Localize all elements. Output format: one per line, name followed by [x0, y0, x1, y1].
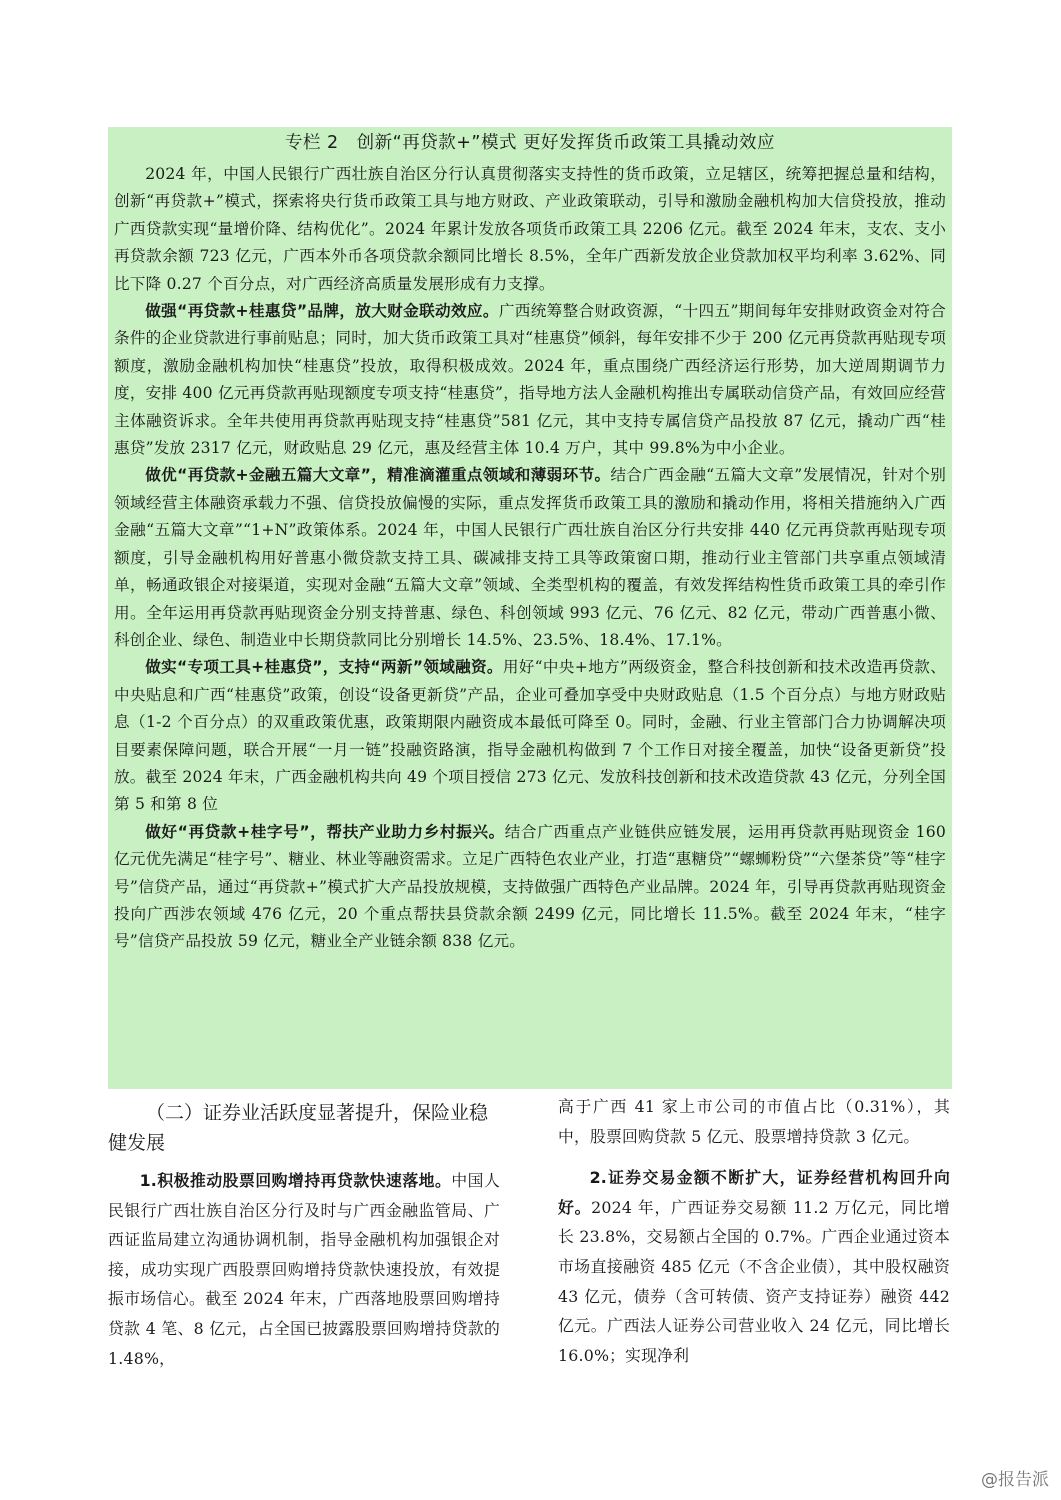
paragraph-body: 广西统筹整合财政资源，“十四五”期间每年安排财政资金对符合条件的企业贷款进行事前贴息；同时，加大货币政策工具对“桂惠贷”倾斜，每年安排不少于 200 亿元再贷款再贴现专项额度，激励金融机构加快“桂惠贷”投放，取得积极成效。2024 年，重点围绕广西经济运行形势，加大逆周期调节力度，安排 400 亿元再贷款再贴现额度专项支持“桂惠贷”，指导地方法人金融机构推出专属联动信贷产品，有效回应经营主体融资诉求。全年共使用再贷款再贴现支持“桂惠贷”581 亿元，其中支持专属信贷产品投放 87 亿元，撬动广西“桂惠贷”发放 2317 亿元，财政贴息 29 亿元，惠及经营主体 10.4 万户，其中 99.8%为中小企业。 [114, 302, 946, 458]
column-paragraph-intro: 2024 年，中国人民银行广西壮族自治区分行认真贯彻落实支持性的货币政策，立足辖区，统筹把握总量和结构，创新“再贷款+”模式，探索将央行货币政策工具与地方财政、产业政策联动，引导和激励金融机构加大信贷投放，推动广西贷款实现“量增价降、结构优化”。2024 年累计发放各项货币政策工具 2206 亿元。截至 2024 年末，支农、支小再贷款余额 723 亿元，广西本外币各项贷款余额同比增长 8.5%，全年广西新发放企业贷款加权平均利率 3.62%、同比下降 0.27 个百分点，对广西经济高质量发展形成有力支撑。 [114, 165, 946, 293]
subsection-lead: 2.证券交易金额不断扩大，证券经营机构回升向好。 [558, 1168, 950, 1217]
paragraph-lead: 做实“专项工具+桂惠贷”，支持“两新”领域融资。 [145, 658, 503, 677]
paragraph-body: 用好“中央+地方”两级资金，整合科技创新和技术改造再贷款、中央贴息和广西“桂惠贷”政策，创设“设备更新贷”产品，企业可叠加享受中央财政贴息（1.5 个百分点）与地方财政贴息（1-2 个百分点）的双重政策优惠，政策期限内融资成本最低可降至 0。同时，金融、行业主管部门合力协调解决项目要素保障问题，联合开展“一月一链”投融资路演，指导金融机构做到 7 个工作日对接全覆盖，加快“设备更新贷”投放。截至 2024 年末，广西金融机构共向 49 个项目授信 273 亿元、发放科技创新和技术改造贷款 43 亿元，分列全国第 5 和第 8 位 [114, 658, 946, 814]
column-paragraph-five-articles [114, 462, 946, 654]
paragraph-body: 2024 年，广西证券交易额 11.2 万亿元，同比增长 23.8%，交易额占全国的 0.7%。广西企业通过资本市场直接融资 485 亿元（不含企业债），其中股权融资 43 亿元，债券（含可转债、资产支持证券）融资 442 亿元。广西法人证券公司营业收入 24 亿元，同比增长 16.0%；实现净利 [558, 1197, 950, 1365]
left-column [108, 1092, 500, 1373]
section-heading: （二）证券业活跃度显著提升，保险业稳健发展 [108, 1102, 489, 1154]
paragraph-lead: 做优“再贷款+金融五篇大文章”，精准滴灌重点领域和薄弱环节。 [145, 466, 611, 485]
column-title: 专栏 2 创新“再贷款+”模式 更好发挥货币政策工具撬动效应 [284, 133, 776, 153]
right-paragraph [558, 1163, 950, 1370]
paragraph-body: 结合广西重点产业链供应链发展，运用再贷款再贴现资金 160 亿元优先满足“桂字号”、糖业、林业等融资需求。立足广西特色农业产业，打造“惠糖贷”“螺蛳粉贷”“六堡茶贷”等“桂字号”信贷产品，通过“再贷款+”模式扩大产品投放规模，支持做强广西特色产业品牌。2024 年，引导再贷款再贴现资金投向广西涉农领域 476 亿元，20 个重点帮扶县贷款余额 2499 亿元，同比增长 11.5%。截至 2024 年末，“桂字号”信贷产品投放 59 亿元，糖业全产业链余额 838 亿元。 [114, 822, 946, 951]
column-box [108, 127, 952, 1089]
paragraph-lead: 做好“再贷款+桂字号”，帮扶产业助力乡村振兴。 [145, 822, 505, 841]
paragraph-body: 结合广西金融“五篇大文章”发展情况，针对个别领域经营主体融资承载力不强、信贷投放偏慢的实际，重点发挥货币政策工具的激励和撬动作用，将相关措施纳入广西金融“五篇大文章”“1+N”政策体系。2024 年，中国人民银行广西壮族自治区分行共安排 440 亿元再贷款再贴现专项额度，引导金融机构用好普惠小微贷款支持工具、碳减排支持工具等政策窗口期，推动行业主管部门共享重点领域清单，畅通政银企对接渠道，实现对金融“五篇大文章”领域、全类型机构的覆盖，有效发挥结构性货币政策工具的牵引作用。全年运用再贷款再贴现资金分别支持普惠、绿色、科创领域 993 亿元、76 亿元、82 亿元，带动广西普惠小微、科创企业、绿色、制造业中长期贷款同比分别增长 14.5%、23.5%、18.4%、17.1%。 [114, 466, 946, 649]
column-paragraph-guizihao [114, 819, 946, 956]
right-continuation: 高于广西 41 家上市公司的市值占比（0.31%），其中，股票回购贷款 5 亿元、股票增持贷款 3 亿元。 [558, 1097, 950, 1146]
left-paragraph [108, 1166, 500, 1373]
column-paragraph-guihuidai [114, 298, 946, 462]
watermark: @报告派 [981, 1470, 1049, 1490]
right-column [558, 1092, 950, 1370]
paragraph-body: 中国人民银行广西壮族自治区分行及时与广西金融监管局、广西证监局建立沟通协调机制，指导金融机构加强银企对接，成功实现广西股票回购增持贷款快速投放，有效提振市场信心。截至 2024 年末，广西落地股票回购增持贷款 4 笔、8 亿元，占全国已披露股票回购增持贷款的 1.48%， [108, 1171, 500, 1368]
column-paragraph-special-tools [114, 654, 946, 818]
subsection-lead: 1.积极推动股票回购增持再贷款快速落地。 [139, 1171, 452, 1190]
paragraph-lead: 做强“再贷款+桂惠贷”品牌，放大财金联动效应。 [145, 302, 499, 321]
